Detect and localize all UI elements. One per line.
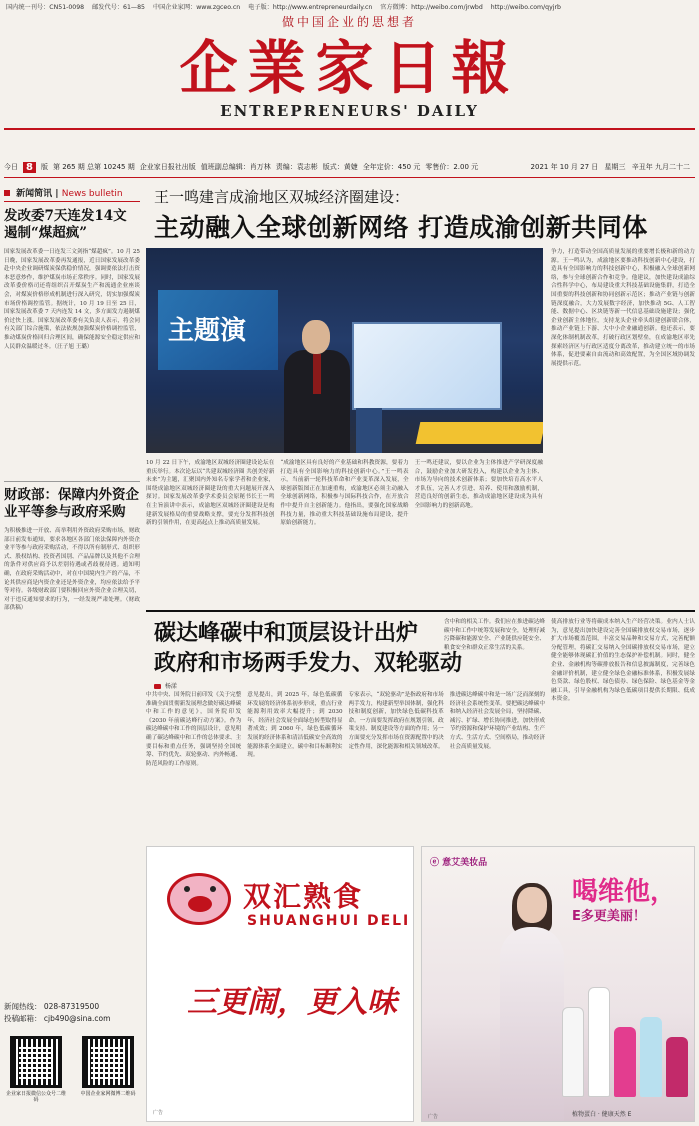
- second-body-col-2: 意见提出，到 2025 年，绿色低碳循环发展的经济体系初步形成，重点行业能源利用效率大幅提升；到 2030 年，经济社会发展全面绿色转型取得显著成效；到 2060 年，绿色低碳循环发展的经济体系和清洁低碳安全高效的能源体系全面建立，碳中和目标顺利实现。: [247, 692, 343, 759]
- stage-text: 主题演: [168, 316, 247, 346]
- bulletin-headline-1[interactable]: 发改委7天连发14文遏制“煤超疯”: [4, 208, 127, 241]
- issue-number: 第 265 期 总第 10245 期: [52, 163, 135, 171]
- qr-code-row: [4, 1036, 140, 1103]
- email-address[interactable]: cjb490@sina.com: [43, 1014, 111, 1023]
- today-label: 今日: [4, 163, 18, 171]
- retail-price: 零售价：2.00 元: [425, 163, 479, 171]
- masthead-english: ENTREPRENEURS' DAILY: [220, 102, 479, 120]
- author-icon: [154, 684, 161, 689]
- article-divider: [146, 610, 695, 612]
- presentation-screen: [352, 322, 502, 410]
- ad2-logo: ⓔ 意艾美妆品: [430, 858, 488, 868]
- qr-caption: 企业家日报微信公众号二维码: [5, 1091, 66, 1103]
- second-right-text: 使高排放行业等将碳成本纳入生产经营决策。业内人士认为，意见提出加快建设完善全国碳排放权交易市场，逐步扩大市场覆盖范围，丰富交易品种和交易方式，完善配额分配管理，将碳汇交易纳入全国碳排放权交易市场，建立健全能够体现碳汇价值的生态保护补偿机制。同时，健全企业、金融机构等碳排放报告和信息披露制度，完善绿色金融评价机制，建立健全绿色金融标准体系，积极发展绿色贷款、绿色股权、绿色债券、绿色保险、绿色基金等金融工具，引导金融机构为绿色低碳项目提供长期限、低成本资金。: [551, 619, 695, 703]
- pig-logo-icon: [159, 869, 239, 929]
- masthead-title: 企業家日報: [179, 34, 520, 102]
- ad2-title: 喝维他，: [572, 877, 677, 907]
- model-figure: [492, 887, 572, 1122]
- lead-right-column: [551, 248, 695, 598]
- bottle-icon: [562, 1007, 584, 1097]
- second-headline[interactable]: [154, 618, 462, 678]
- bulletin-body-1: 国家发展改革委一日连发三文剑指“煤超疯”。10 月 25 日晚，国家发展改革委再发通报，近日国家发展改革委赴中央企业调研煤炭保供稳价情况，强调要依法打击资本恶意炒作，维护煤炭市场正常秩序。同时，国家发展改革委价格司还将组织召开煤炭生产和流通企业座谈会，对煤炭价格形成机制进行深入研究，切实加强煤炭市场价格调控监管。据统计，10 月 19 日至 25 日，国家发展改革委 7 天内连发 14 文，多方面发力遏制煤价过快上涨。国家发展改革委有关负责人表示，将会同有关部门综合施策，依法依规加强煤炭价格调控监管，推动煤炭价格回归合理区间，确保能源安全稳定供应和人民群众温暖过冬。（汪子旭 王璐）: [4, 249, 140, 350]
- news-bulletin-column: [4, 186, 140, 1122]
- qr-caption: 中国企业家网微博二维码: [80, 1091, 136, 1097]
- bottle-icon: [614, 1027, 636, 1097]
- top-info-item: 邮发代号：61—85: [92, 4, 145, 11]
- ad1-slogan: 三更闹，更入味: [187, 985, 397, 1020]
- ad-label: 广告: [153, 1110, 164, 1116]
- lunar-date: 辛丑年 九月二十二: [631, 163, 690, 171]
- annual-price: 全年定价：450 元: [362, 163, 421, 171]
- second-body-col-1: 中共中央、国务院日前印发《关于完整准确全面贯彻新发展理念做好碳达峰碳中和工作的意见》，国务院印发《2030 年前碳达峰行动方案》。作为碳达峰碳中和工作的顶层设计，意见明确了碳达峰碳中和工作的总体要求、主要目标和重点任务，强调坚持全国统筹、节约优先、双轮驱动、内外畅通、防范风险的工作原则。: [146, 692, 242, 767]
- section-title: 新闻简讯 | News bulletin: [4, 186, 140, 202]
- lead-kicker: 王一鸣建言成渝地区双城经济圈建设：: [154, 188, 410, 206]
- advertisement-area: [146, 846, 695, 1122]
- top-info-line: [6, 2, 693, 12]
- lead-body-columns: [146, 459, 543, 609]
- speaker-figure: [284, 316, 350, 453]
- ad1-brand: 双汇熟食: [243, 880, 364, 913]
- main-content: [146, 186, 695, 1122]
- divider: [4, 481, 140, 482]
- qr-block: [76, 1036, 140, 1103]
- hotline-number: 028-87319500: [43, 1002, 100, 1011]
- lead-headline[interactable]: 主动融入全球创新网络 打造成渝创新共同体: [154, 213, 648, 242]
- bottle-icon: [588, 987, 610, 1097]
- email-label: 投稿邮箱：: [4, 1014, 42, 1023]
- second-short-text: 含中和的相关工作。我们应在推进碳达峰碳中和工作中统筹发展和安全，处理好减污降碳和能源安全、产业链供应链安全、粮食安全和群众正常生活的关系。: [444, 619, 545, 651]
- ad-label: 广告: [428, 1114, 439, 1120]
- issue-info-bar: [4, 128, 695, 178]
- masthead-slogan: 做中国企业的思想者: [281, 15, 417, 29]
- product-bottles: [562, 947, 692, 1097]
- section-title-zh: 新闻简讯: [16, 189, 53, 199]
- issue-date-group: [527, 162, 690, 172]
- second-right-column: [551, 618, 695, 839]
- watch-editor: 值班副总编辑：肖万林: [200, 163, 271, 171]
- bottle-icon: [640, 1017, 662, 1097]
- second-credit-name: 杨漾: [164, 683, 177, 690]
- edition-label: 版: [40, 163, 48, 171]
- bulletin-headline-2[interactable]: 财政部：保障内外资企业平等参与政府采购: [4, 487, 139, 520]
- top-info-item: 国内统一刊号：CN51-0098: [6, 4, 85, 11]
- second-body-col-3: 专家表示，“双轮驱动”是指政府和市场两手发力，构建新型举国体制，强化科技和制度创新，加快绿色低碳科技革命。一方面要发挥政府在规划引领、政策支持、制度建设等方面的作用；另一方面要充分发挥市场在资源配置中的决定性作用，深化能源和相关领域改革。: [348, 692, 444, 750]
- top-info-item[interactable]: 官方微博：http://weibo.com/jrwbd: [380, 4, 483, 11]
- beauty-drink-ad[interactable]: [421, 846, 695, 1122]
- issue-date: 2021 年 10 月 27 日: [530, 163, 599, 171]
- lead-body-col-2: “成渝地区具有良好的产业基础和科教资源，要着力打造具有全国影响力的科技创新中心。”王一鸣表示，当前新一轮科技革命和产业变革深入发展，全球创新版图正在加速重构，成渝地区必须主动融入全球创新网络，积极参与国际科技合作，在开放合作中提升自主创新能力。他指出，要强化国家战略科技力量，推动重大科技基础设施布局建设，提升原始创新能力。: [280, 460, 409, 527]
- second-body-columns: [146, 691, 545, 839]
- contact-info: [4, 1001, 140, 1025]
- page-count-badge: 8: [23, 162, 36, 173]
- shuanghui-ad[interactable]: [146, 846, 414, 1122]
- top-info-item[interactable]: 中国企业家网：www.zgceo.cn: [152, 4, 241, 11]
- ad1-brand-en: SHUANGHUI DELI: [247, 913, 411, 929]
- ad2-footer: 植物蛋白 · 健康天然 E: [572, 1111, 632, 1118]
- top-info-item[interactable]: http://weibo.com/qyjrb: [490, 4, 561, 11]
- bottle-icon: [666, 1037, 688, 1097]
- lead-body-col-1: 10 月 22 日下午，成渝地区双城经济圈建设论坛在重庆举行。本次论坛以“共建双城经济圈 共创美好新未来”为主题，汇聚国内外知名专家学者和企业家，围绕成渝地区双城经济圈建设的重大问题展开深入探讨。国家发展改革委学术委员会原秘书长王一鸣在主旨演讲中表示，成渝地区双城经济圈建设是构建新发展格局的重要战略支撑，要充分发挥科技创新的引领作用，在更高起点上推动高质量发展。: [146, 460, 275, 527]
- qr-block: [4, 1036, 68, 1103]
- hotline-label: 新闻热线：: [4, 1002, 42, 1011]
- duty-editor: 责编：袁志彬: [275, 163, 318, 171]
- layout-editor: 版式：黄婕: [322, 163, 358, 171]
- square-icon: [4, 190, 10, 196]
- bulletin-body-2: 为积极推进一开放、高举利用外资政府采购市场，财政部日前发布通知，要求各地区各部门依法保障内外资企业平等参与政府采购活动，不得以所有制形式、组织形式、股权结构、投资者国别、产品品牌以及其他不合理的条件对供应商予以差别待遇或者歧视待遇。通知明确，在政府采购活动中，对在中国境内生产的产品，不论其供应商是内资企业还是外资企业，均应依法给予平等对待。各级财政部门要积极回应外资企业合理关切，对于违反通知要求的行为，一经发现严肃处理。（财政部供稿）: [4, 528, 140, 612]
- second-body-col-4: 推进碳达峰碳中和是一场广泛而深刻的经济社会系统性变革。要把碳达峰碳中和纳入经济社会发展全局，坚持降碳、减污、扩绿、增长协同推进，加快形成节约资源和保护环境的产业结构、生产方式、生活方式、空间格局，推动经济社会高质量发展。: [449, 692, 545, 750]
- second-credit: [154, 681, 177, 690]
- section-title-en: News bulletin: [61, 189, 123, 199]
- lead-photo: [146, 248, 543, 453]
- second-headline-line-1: 碳达峰碳中和顶层设计出炉: [154, 620, 419, 646]
- issue-weekday: 星期三: [604, 163, 626, 171]
- publisher: 企业家日报社出版: [139, 163, 196, 171]
- lead-right-text: 争力，打造带动全国高质量发展的重要增长极和新的动力源。王一鸣认为，成渝地区要推动科技创新中心建设，打造具有全国影响力的科技创新中心，积极融入全球创新网络，参与全球创新合作和竞争。他建议，加快建设成渝综合性科学中心，布局建设重大科技基础设施集群，打造全国重要的科技创新和协同创新示范区；推动产业链与创新链深度融合，大力发展数字经济，加快推动 5G、人工智能、数据中心、区块链等新一代信息基础设施建设；强化企业创新主体地位，支持龙头企业牵头组建创新联合体，推动产业链上下游、大中小企业融通创新。他还表示，要深化体制机制改革，打破行政区划壁垒，在成渝地区率先探索经济区与行政区适度分离改革，推动建立统一的市场体系，促进要素自由流动和高效配置，为全国区域协调发展提供示范。: [551, 249, 695, 367]
- second-headline-line-2: 政府和市场两手发力、双轮驱动: [154, 650, 463, 676]
- second-short-column: [444, 618, 545, 688]
- yellow-banner: [416, 422, 543, 444]
- ad2-subtitle: E多更美丽！: [572, 909, 646, 924]
- qr-code-icon[interactable]: [82, 1036, 134, 1088]
- top-info-item[interactable]: 电子版：http://www.entrepreneurdaily.cn: [248, 4, 373, 11]
- lead-body-col-3: 王一鸣还建议，要以企业为主体推进产学研深度融合，鼓励企业加大研发投入，构建以企业为主体、市场为导向的技术创新体系；要加快培育高水平人才队伍，完善人才引进、培养、使用和激励机制，营造良好的创新生态，推动成渝地区建设成为具有全国影响力的创新高地。: [414, 460, 543, 509]
- podium: [356, 408, 382, 453]
- qr-code-icon[interactable]: [10, 1036, 62, 1088]
